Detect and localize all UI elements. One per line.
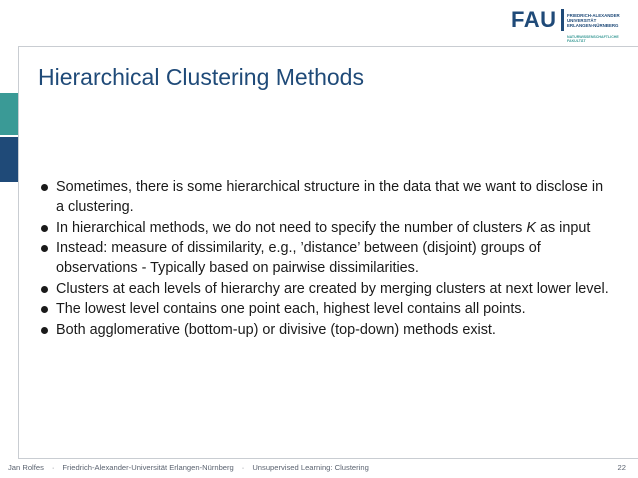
footer-separator: · [241,463,245,472]
fau-logo-bar [561,9,564,31]
bullet-dot-icon [41,225,48,232]
bullet-dot-icon [41,184,48,191]
bullet-dot-icon [41,327,48,334]
bullet-dot-icon [41,286,48,293]
bullet-text: The lowest level contains one point each, highest level contains all points. [56,301,526,317]
fau-logo [511,8,629,42]
bullet-item [38,218,614,238]
bullet-text: Clusters at each levels of hierarchy are created by merging clusters at next lower level. [56,280,609,297]
footer [8,463,369,472]
fau-wordmark: FAU [511,7,557,32]
bullet-dot-icon [41,306,48,313]
bullet-item [38,299,614,319]
bullet-item [38,177,614,217]
header-rule [18,46,638,47]
footer-institution: Friedrich-Alexander-Universität Erlangen-Nürnberg [62,463,234,472]
bullet-text-tail: as input [535,219,591,236]
bullet-list [38,177,614,340]
accent-block-blue [0,137,18,182]
left-rule [18,46,19,458]
bullet-item [38,320,614,340]
fau-logo-mark [511,8,564,32]
bullet-text: Both agglomerative (bottom-up) or divisive (top-down) methods exist. [56,321,496,338]
faculty-name: NATURWISSENSCHAFTLICHE FAKULTÄT [567,35,619,44]
university-name: FRIEDRICH-ALEXANDER UNIVERSITÄT ERLANGEN-NÜRNBERG [567,13,620,28]
bullet-text: Instead: measure of dissimilarity, e.g., ’distance’ between (disjoint) groups of observations - Typically based on pairwise dissimilarities. [56,240,541,276]
footer-author: Jan Rolfes [8,463,44,472]
bullet-text: Sometimes, there is some hierarchical structure in the data that we want to disclose in a clustering. [56,179,604,215]
bullet-variable: K [526,219,536,236]
footer-course: Unsupervised Learning: Clustering [252,463,369,472]
page-number: 22 [617,463,626,472]
bullet-item [38,238,614,278]
bullet-dot-icon [41,245,48,252]
footer-rule [18,458,638,459]
accent-block-teal [0,93,18,135]
bullet-text: In hierarchical methods, we do not need to specify the number of clusters [56,219,527,236]
slide-title: Hierarchical Clustering Methods [38,64,364,90]
bullet-item [38,279,614,299]
footer-separator: · [51,463,55,472]
